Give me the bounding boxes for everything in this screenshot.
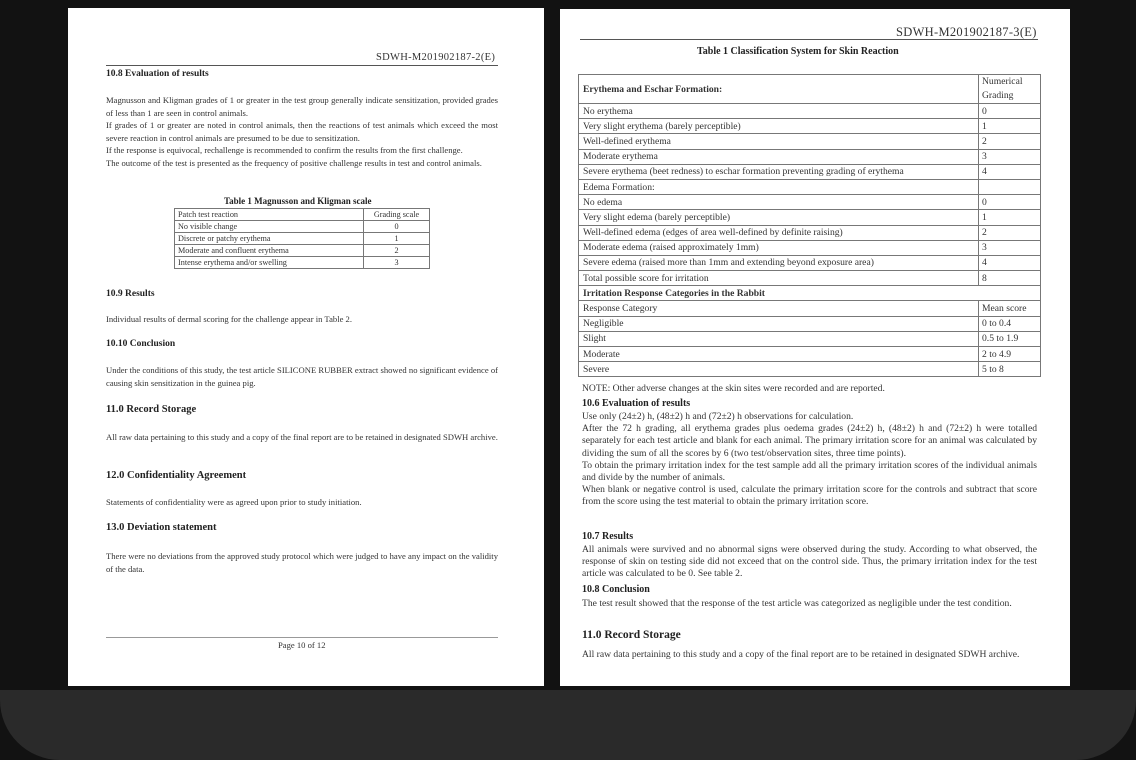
table-cell: Mean score bbox=[979, 301, 1041, 316]
paragraph: If the response is equivocal, rechallenge is recommended to confirm the results from the first challenge. bbox=[106, 145, 463, 155]
section-heading: 10.7 Results bbox=[582, 531, 634, 542]
section-heading: 10.6 Evaluation of results bbox=[582, 398, 691, 409]
document-id: SDWH-M201902187-3(E) bbox=[896, 25, 1037, 39]
table-title: Table 1 Magnusson and Kligman scale bbox=[224, 196, 372, 206]
paragraph: Statements of confidentiality were as agreed upon prior to study initiation. bbox=[106, 497, 362, 507]
paragraph: All animals were survived and no abnormal signs were observed during the study. According to what observed, the response of skin on testing side did not exceed that on the control side. Thus, the primary irritation index for the test article was calculated to be 0. See table 2. bbox=[582, 544, 1037, 580]
table-row bbox=[579, 331, 1041, 346]
table-row bbox=[175, 233, 430, 245]
header-text: Grading bbox=[982, 90, 1014, 101]
skin-reaction-table bbox=[578, 74, 1041, 377]
table-row bbox=[175, 257, 430, 269]
paragraph: The test result showed that the response of the test article was categorized as negligible under the test condition. bbox=[582, 598, 1012, 609]
table-cell: Response Category bbox=[579, 301, 979, 316]
table-cell: 1 bbox=[364, 233, 430, 245]
table-cell: Intense erythema and/or swelling bbox=[175, 257, 364, 269]
table-cell: 2 bbox=[979, 134, 1041, 149]
table-cell: 5 to 8 bbox=[979, 362, 1041, 377]
viewer-bottom-bezel bbox=[0, 690, 1136, 760]
table-row bbox=[579, 149, 1041, 164]
table-cell: 2 bbox=[364, 245, 430, 257]
table-cell: 1 bbox=[979, 119, 1041, 134]
table-row bbox=[579, 104, 1041, 119]
paragraph: Individual results of dermal scoring for the challenge appear in Table 2. bbox=[106, 314, 352, 324]
table-cell: Irritation Response Categories in the Rabbit bbox=[579, 286, 1041, 301]
table-row bbox=[579, 179, 1041, 194]
table-cell: 4 bbox=[979, 164, 1041, 179]
table-cell bbox=[979, 75, 1041, 104]
paragraph: When blank or negative control is used, calculate the primary irritation score for the controls and subtract that score from the score using the test material to obtain the primary irritation score. bbox=[582, 484, 1037, 508]
paragraph: All raw data pertaining to this study and a copy of the final report are to be retained in designated SDWH archive. bbox=[106, 432, 498, 442]
table-cell: Patch test reaction bbox=[175, 209, 364, 221]
section-heading: 13.0 Deviation statement bbox=[106, 522, 217, 533]
table-row bbox=[579, 119, 1041, 134]
table-cell: Total possible score for irritation bbox=[579, 271, 979, 286]
document-page-left bbox=[68, 8, 544, 686]
table-row bbox=[579, 240, 1041, 255]
table-cell: Negligible bbox=[579, 316, 979, 331]
table-cell: Very slight erythema (barely perceptible) bbox=[579, 119, 979, 134]
table-cell: Well-defined edema (edges of area well-defined by definite raising) bbox=[579, 225, 979, 240]
section-heading: 11.0 Record Storage bbox=[582, 629, 681, 641]
header-text: Numerical bbox=[982, 76, 1023, 87]
table-cell: 3 bbox=[979, 240, 1041, 255]
table-row bbox=[579, 210, 1041, 225]
paragraph: Magnusson and Kligman grades of 1 or greater in the test group generally indicate sensitization, provided grades of less than 1 are seen in control animals. bbox=[106, 95, 498, 118]
table-header-row bbox=[579, 75, 1041, 104]
header-rule bbox=[580, 39, 1038, 40]
table-cell: 2 to 4.9 bbox=[979, 347, 1041, 362]
section-body bbox=[582, 411, 1037, 509]
table-header-row bbox=[579, 301, 1041, 316]
table-cell: Severe erythema (beet redness) to eschar formation preventing grading of erythema bbox=[579, 164, 979, 179]
table-row bbox=[579, 255, 1041, 270]
section-heading: 10.8 Conclusion bbox=[582, 584, 650, 595]
table-row bbox=[579, 225, 1041, 240]
table-cell: 0 bbox=[979, 104, 1041, 119]
paragraph: After the 72 h grading, all erythema grades plus oedema grades (24±2) h, (48±2) h and (72±2) h were totalled separately for each test article and blank for each animal. The primary irritation score for an animal was calculated by dividing the sum of all the scores by 6 (two test/observation sites, three time points). bbox=[582, 423, 1037, 459]
table-row bbox=[579, 271, 1041, 286]
table-subheading-row bbox=[579, 286, 1041, 301]
table-row bbox=[579, 195, 1041, 210]
section-heading: 11.0 Record Storage bbox=[106, 404, 197, 415]
document-page-right bbox=[560, 9, 1070, 686]
table-cell: 1 bbox=[979, 210, 1041, 225]
paragraph: The outcome of the test is presented as the frequency of positive challenge results in test and control animals. bbox=[106, 157, 482, 168]
table-cell: 4 bbox=[979, 255, 1041, 270]
table-row bbox=[579, 347, 1041, 362]
section-heading: 12.0 Confidentiality Agreement bbox=[106, 470, 247, 481]
table-cell: Moderate edema (raised approximately 1mm) bbox=[579, 240, 979, 255]
paragraph: All raw data pertaining to this study and a copy of the final report are to be retained in designated SDWH archive. bbox=[582, 649, 1020, 660]
table-cell: Severe edema (raised more than 1mm and extending beyond exposure area) bbox=[579, 255, 979, 270]
table-cell: Severe bbox=[579, 362, 979, 377]
table-row bbox=[579, 362, 1041, 377]
paragraph: To obtain the primary irritation index for the test sample add all the primary irritation scores of the individual animals and divide by the number of animals. bbox=[582, 459, 1037, 484]
table-cell: Moderate and confluent erythema bbox=[175, 245, 364, 257]
table-header-row bbox=[175, 209, 430, 221]
table-row bbox=[175, 221, 430, 233]
table-cell: No visible change bbox=[175, 221, 364, 233]
page-number: Page 10 of 12 bbox=[278, 640, 326, 650]
table-title: Table 1 Classification System for Skin Reaction bbox=[697, 46, 899, 57]
section-body bbox=[106, 94, 498, 169]
table-cell: 0 bbox=[979, 195, 1041, 210]
table-cell: Edema Formation: bbox=[579, 179, 979, 194]
table-cell: 2 bbox=[979, 225, 1041, 240]
table-cell: No erythema bbox=[579, 104, 979, 119]
table-cell: 8 bbox=[979, 271, 1041, 286]
paragraph: Under the conditions of this study, the test article SILICONE RUBBER extract showed no significant evidence of causing skin sensitization in the guinea pig. bbox=[106, 365, 498, 388]
footer-rule bbox=[106, 637, 498, 638]
paragraph: There were no deviations from the approved study protocol which were judged to have any impact on the validity of the data. bbox=[106, 551, 498, 574]
table-cell: 0.5 to 1.9 bbox=[979, 331, 1041, 346]
table-cell: Moderate bbox=[579, 347, 979, 362]
magnusson-kligman-table bbox=[174, 208, 430, 269]
paragraph: Use only (24±2) h, (48±2) h and (72±2) h observations for calculation. bbox=[582, 411, 854, 422]
table-cell: Well-defined erythema bbox=[579, 134, 979, 149]
section-heading: 10.10 Conclusion bbox=[106, 339, 176, 349]
table-cell: 0 bbox=[364, 221, 430, 233]
header-rule bbox=[106, 65, 498, 66]
table-row bbox=[579, 164, 1041, 179]
section-heading: 10.9 Results bbox=[106, 289, 155, 299]
table-row bbox=[579, 316, 1041, 331]
paragraph: If grades of 1 or greater are noted in control animals, then the reactions of test animals which exceed the most severe reaction in control animals are presumed to be due to sensitization. bbox=[106, 120, 498, 143]
table-cell: 0 to 0.4 bbox=[979, 316, 1041, 331]
table-cell: 3 bbox=[364, 257, 430, 269]
table-row bbox=[175, 245, 430, 257]
table-row bbox=[579, 134, 1041, 149]
table-cell bbox=[979, 179, 1041, 194]
table-cell: Moderate erythema bbox=[579, 149, 979, 164]
table-cell: No edema bbox=[579, 195, 979, 210]
table-cell: 3 bbox=[979, 149, 1041, 164]
table-cell: Slight bbox=[579, 331, 979, 346]
table-cell: Erythema and Eschar Formation: bbox=[579, 75, 979, 104]
table-cell: Grading scale bbox=[364, 209, 430, 221]
table-cell: Discrete or patchy erythema bbox=[175, 233, 364, 245]
section-heading: 10.8 Evaluation of results bbox=[106, 69, 209, 79]
table-cell: Very slight edema (barely perceptible) bbox=[579, 210, 979, 225]
table-note: NOTE: Other adverse changes at the skin sites were recorded and are reported. bbox=[582, 383, 885, 394]
document-id: SDWH-M201902187-2(E) bbox=[376, 52, 496, 63]
